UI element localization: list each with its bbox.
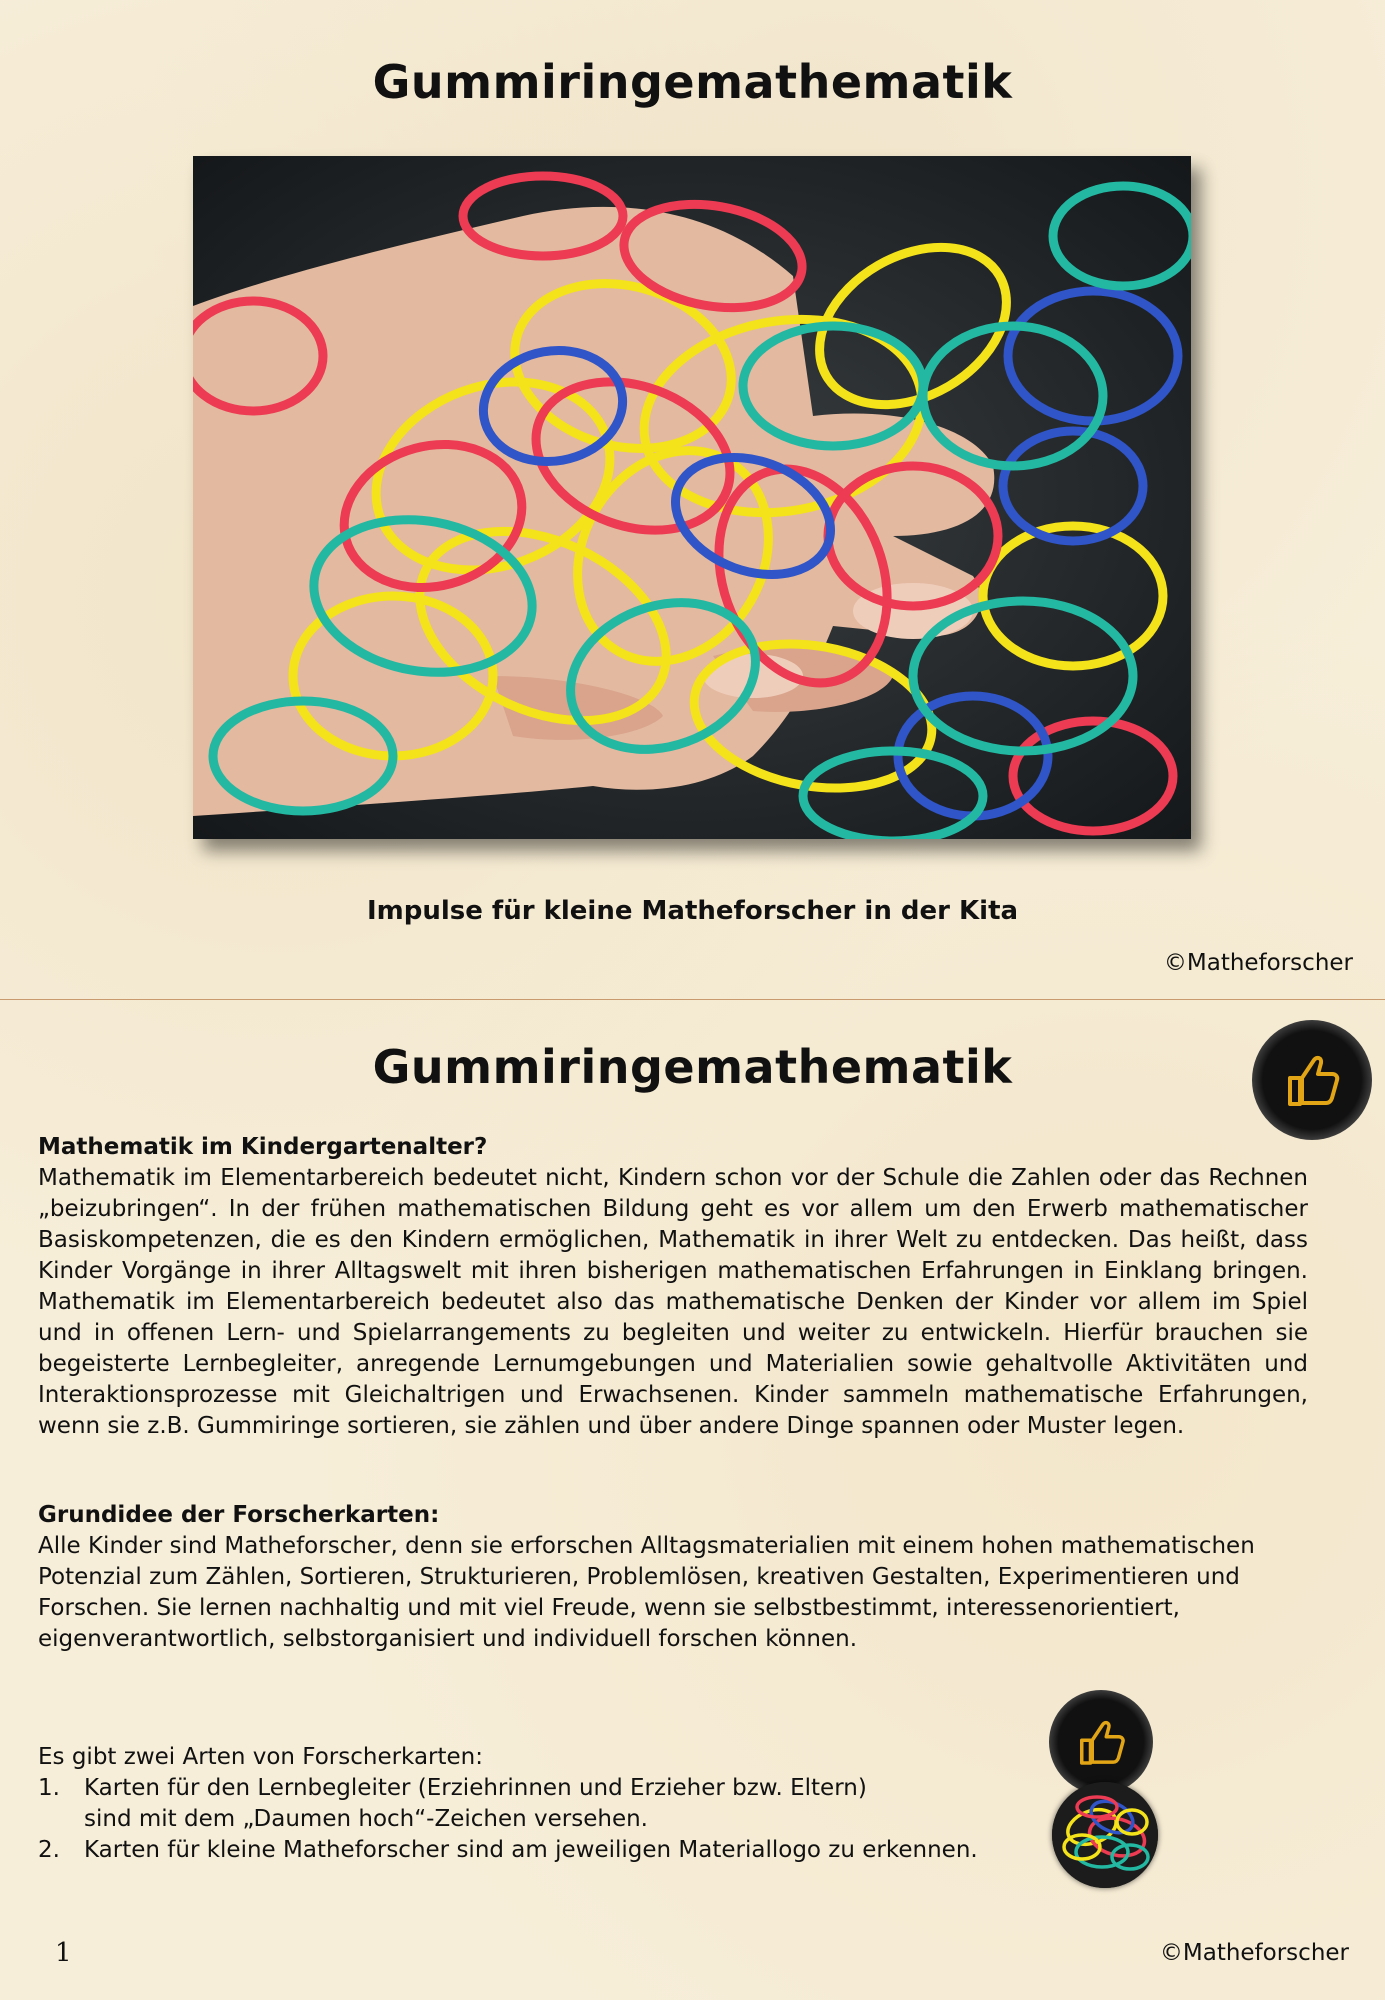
cover-title: Gummiringemathematik	[372, 55, 1013, 109]
page-title: Gummiringemathematik	[372, 1040, 1013, 1094]
thumbs-up-icon	[1252, 1020, 1372, 1140]
page-divider	[0, 999, 1385, 1000]
list-number: 2.	[38, 1837, 60, 1863]
cover-copyright: ©Matheforscher	[1163, 950, 1353, 976]
section-heading: Mathematik im Kindergartenalter?	[38, 1134, 488, 1160]
list-item	[38, 1773, 1038, 1835]
thumbs-up-icon	[1049, 1690, 1153, 1794]
card-types-list	[38, 1773, 1038, 1866]
section-kindergarten-math	[38, 1132, 1308, 1442]
section-card-idea	[38, 1500, 1298, 1655]
list-number: 1.	[38, 1775, 60, 1801]
list-item	[38, 1835, 1038, 1866]
list-item-line: Karten für kleine Matheforscher sind am jeweiligen Materiallogo zu erkennen.	[84, 1837, 978, 1863]
card-types-intro: Es gibt zwei Arten von Forscherkarten:	[38, 1744, 484, 1770]
page-number: 1	[55, 1938, 72, 1968]
rubber-bands-illustration	[193, 156, 1191, 839]
cover-subtitle: Impulse für kleine Matheforscher in der Kita	[366, 896, 1019, 926]
section-paragraph: Mathematik im Elementarbereich bedeutet nicht, Kindern schon vor der Schule die Zahlen oder das Rechnen „beizubringen“. In der frühen mathematischen Bildung geht es vor allem um den Erwerb mathematischer Basiskompetenzen, die es den Kindern ermöglichen, Mathematik in ihrer Welt zu entdecken. Das heißt, dass Kinder Vorgänge in ihrer Alltagswelt mit ihren bisherigen mathematischen Erfahrungen in Einklang bringen. Mathematik im Elementarbereich bedeutet also das mathematische Denken der Kinder vor allem im Spiel und in offenen Lern- und Spielarrangements zu begleiten und weiter zu entwickeln. Hierfür brauchen sie begeisterte Lernbegleiter, anregende Lernumgebungen und Materialien sowie gehaltvolle Aktivitäten und Interaktionsprozesse mit Gleichaltrigen und Erwachsenen. Kinder sammeln mathematische Erfahrungen, wenn sie z.B. Gummiringe sortieren, sie zählen und über andere Dinge spannen oder Muster legen.	[38, 1165, 1308, 1439]
list-item-line: sind mit dem „Daumen hoch“-Zeichen versehen.	[84, 1806, 648, 1832]
section-heading: Grundidee der Forscherkarten:	[38, 1502, 440, 1528]
rubber-bands-logo	[1052, 1782, 1158, 1888]
list-item-line: Karten für den Lernbegleiter (Erziehrinnen und Erzieher bzw. Eltern)	[84, 1775, 867, 1801]
rubber-bands-photo	[193, 156, 1191, 839]
section-card-types	[38, 1742, 1038, 1866]
page-copyright: ©Matheforscher	[1159, 1940, 1349, 1966]
section-paragraph: Alle Kinder sind Matheforscher, denn sie erforschen Alltagsmaterialien mit einem hohen mathematischen Potenzial zum Zählen, Sortieren, Strukturieren, Problemlösen, kreativen Gestalten, Experimentieren und Forschen. Sie lernen nachhaltig und mit viel Freude, wenn sie selbstbestimmt, interessenorientiert, eigenverantwortlich, selbstorganisiert und individuell forschen können.	[38, 1533, 1255, 1652]
